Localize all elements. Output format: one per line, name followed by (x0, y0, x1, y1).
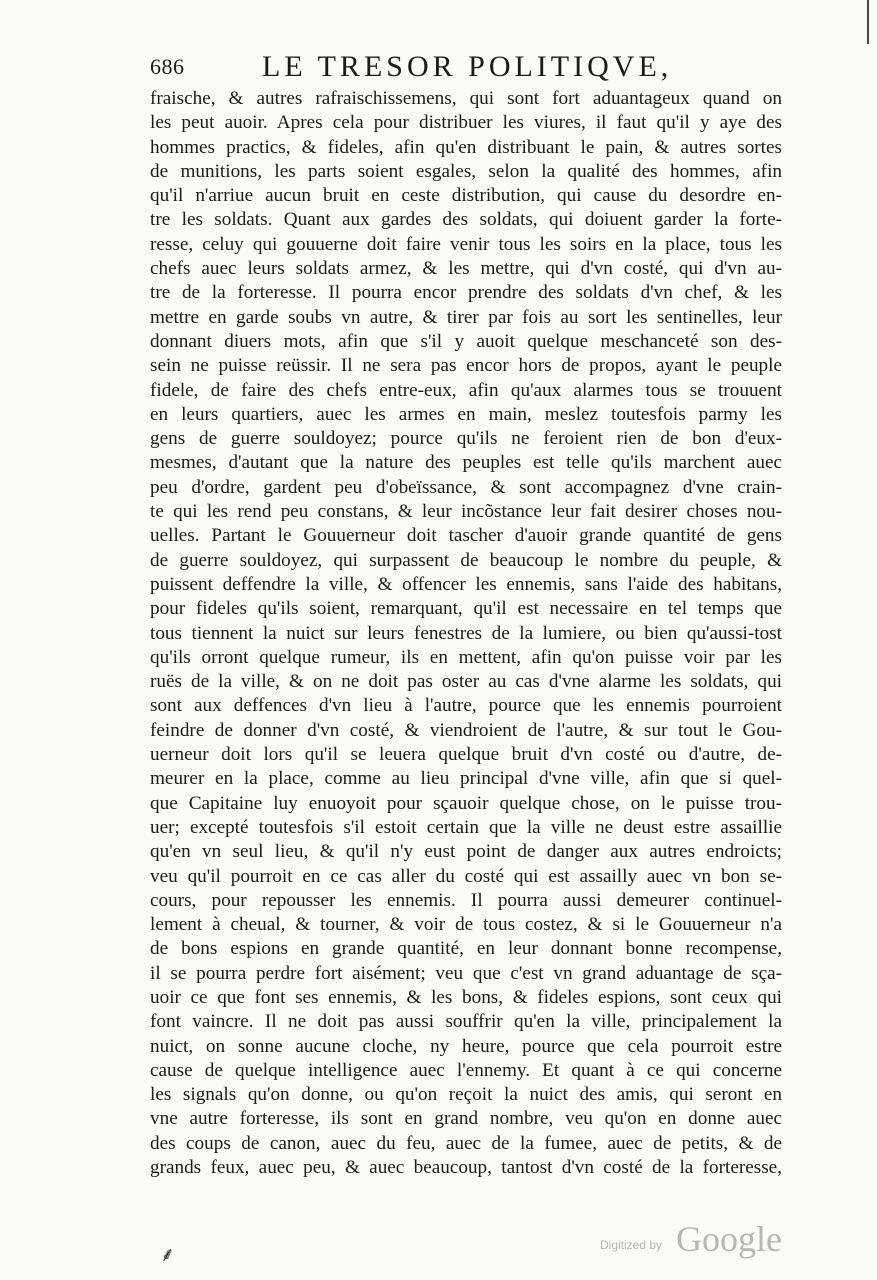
body-text (150, 87, 782, 1180)
text-line: gens de guerre souldoyez; pource qu'ils ne feroient rien de bon d'eux- (150, 428, 782, 450)
text-line: sont aux deffences d'vn lieu à l'autre, pource que les ennemis pourroient (150, 695, 782, 717)
text-line: uer; excepté toutesfois s'il estoit certain que la ville ne deust estre assaillie (150, 816, 782, 838)
text-line: uerneur doit lors qu'il se leuera quelque bruit d'vn costé ou d'autre, de- (150, 744, 782, 766)
text-line: que Capitaine luy enuoyoit pour sçauoir quelque chose, on le puisse trou- (150, 792, 782, 814)
digitized-label: Digitized by (600, 1238, 663, 1252)
text-line: de bons espions en grande quantité, en leur donnant bonne recompense, (150, 938, 782, 960)
text-line: fidele, de faire des chefs entre-eux, afin qu'aux alarmes tous se trouuent (150, 379, 782, 401)
text-line: pour fideles qu'ils soient, remarquant, qu'il est necessaire en tel temps que (150, 598, 782, 620)
google-logo: Google (676, 1219, 782, 1259)
text-line: te qui les rend peu constans, & leur incõstance leur fait desirer choses nou- (150, 501, 782, 523)
text-line: font vaincre. Il ne doit pas aussi souffrir qu'en la ville, principalement la (150, 1011, 782, 1033)
text-line: des coups de canon, auec du feu, auec de la fumee, auec de petits, & de (150, 1132, 782, 1154)
text-line: vne autre forteresse, ils sont en grand nombre, veu qu'on en donne auec (150, 1108, 782, 1130)
text-line: tre les soldats. Quant aux gardes des soldats, qui doiuent garder la forte- (150, 209, 782, 231)
text-line: en leurs quartiers, auec les armes en main, meslez toutesfois parmy les (150, 403, 782, 425)
text-line: il se pourra perdre fort aisément; veu que c'est vn grand aduantage de sça- (150, 962, 782, 984)
text-line: mettre en garde soubs vn autre, & tirer par fois au sort les sentinelles, leur (150, 306, 782, 328)
page-edge-mark (867, 0, 869, 44)
text-line: puissent deffendre la ville, & offencer les ennemis, sans l'aide des habitans, (150, 573, 782, 595)
text-line: hommes practics, & fideles, afin qu'en distribuant le pain, & autres sortes (150, 136, 782, 158)
text-line: les signals qu'on donne, ou qu'on reçoit la nuict des amis, qui seront en (150, 1084, 782, 1106)
text-line: ruës de la ville, & on ne doit pas oster au cas d'vne alarme les soldats, qui (150, 671, 782, 693)
text-line: peu d'ordre, gardent peu d'obeïssance, & sont accompagnez d'vne crain- (150, 476, 782, 498)
text-line: de guerre souldoyez, qui surpassent de beaucoup le nombre du peuple, & (150, 549, 782, 571)
text-line: uoir ce que font ses ennemis, & les bons, & fideles espions, sont ceux qui (150, 986, 782, 1008)
text-line: donnant diuers mots, afin que s'il y auoit quelque meschanceté son des- (150, 330, 782, 352)
text-line: tous tiennent la nuict sur leurs fenestres de la lumiere, ou bien qu'aussi-tost (150, 622, 782, 644)
text-line: chefs auec leurs soldats armez, & les mettre, qui d'vn costé, qui d'vn au- (150, 258, 782, 280)
digitized-by-watermark (600, 1218, 800, 1262)
text-line: resse, celuy qui gouuerne doit faire venir tous les soirs en la place, tous les (150, 233, 782, 255)
text-line: les peut auoir. Apres cela pour distribuer les viures, il faut qu'il y aye des (150, 112, 782, 134)
text-line: feindre de donner d'vn costé, & viendroient de l'autre, & sur tout le Gou- (150, 719, 782, 741)
text-line: meurer en la place, comme au lieu principal d'vne ville, afin que si quel- (150, 768, 782, 790)
page-header (150, 50, 780, 88)
text-line: veu qu'il pourroit en ce cas aller du costé qui est assailly auec vn bon se- (150, 865, 782, 887)
text-line: sein ne puisse reüssir. Il ne sera pas encor hors de propos, ayant le peuple (150, 355, 782, 377)
text-line: qu'ils orront quelque rumeur, ils en mettent, afin qu'on puisse voir par les (150, 646, 782, 668)
running-title: LE TRESOR POLITIQVE, (262, 50, 673, 83)
text-line: cours, pour repousser les ennemis. Il pourra aussi demeurer continuel- (150, 889, 782, 911)
text-line: de munitions, les parts soient esgales, selon la qualité des hommes, afin (150, 160, 782, 182)
text-line: cause de quelque intelligence auec l'ennemy. Et quant à ce qui concerne (150, 1059, 782, 1081)
text-line: lement à cheual, & tourner, & voir de tous costez, & si le Gouuerneur n'a (150, 914, 782, 936)
text-line: qu'il n'arriue aucun bruit en ceste distribution, qui cause du desordre en- (150, 185, 782, 207)
text-line: fraische, & autres rafraischissemens, qui sont fort aduantageux quand on (150, 88, 782, 109)
corner-mark: ⸙ (160, 1244, 175, 1266)
page-number: 686 (150, 54, 185, 79)
text-line: uelles. Partant le Gouuerneur doit tascher d'auoir grande quantité de gens (150, 525, 782, 547)
text-line: mesmes, d'autant que la nature des peuples est telle qu'ils marchent auec (150, 452, 782, 474)
text-line: qu'en vn seul lieu, & qu'il n'y eust point de danger aux autres endroicts; (150, 841, 782, 863)
text-line: grands feux, auec peu, & auec beaucoup, tantost d'vn costé de la forteresse, (150, 1157, 782, 1179)
text-line: tre de la forteresse. Il pourra encor prendre des soldats d'vn chef, & les (150, 282, 782, 304)
text-line: nuict, on sonne aucune cloche, ny heure, pource que cela pourroit estre (150, 1035, 782, 1057)
